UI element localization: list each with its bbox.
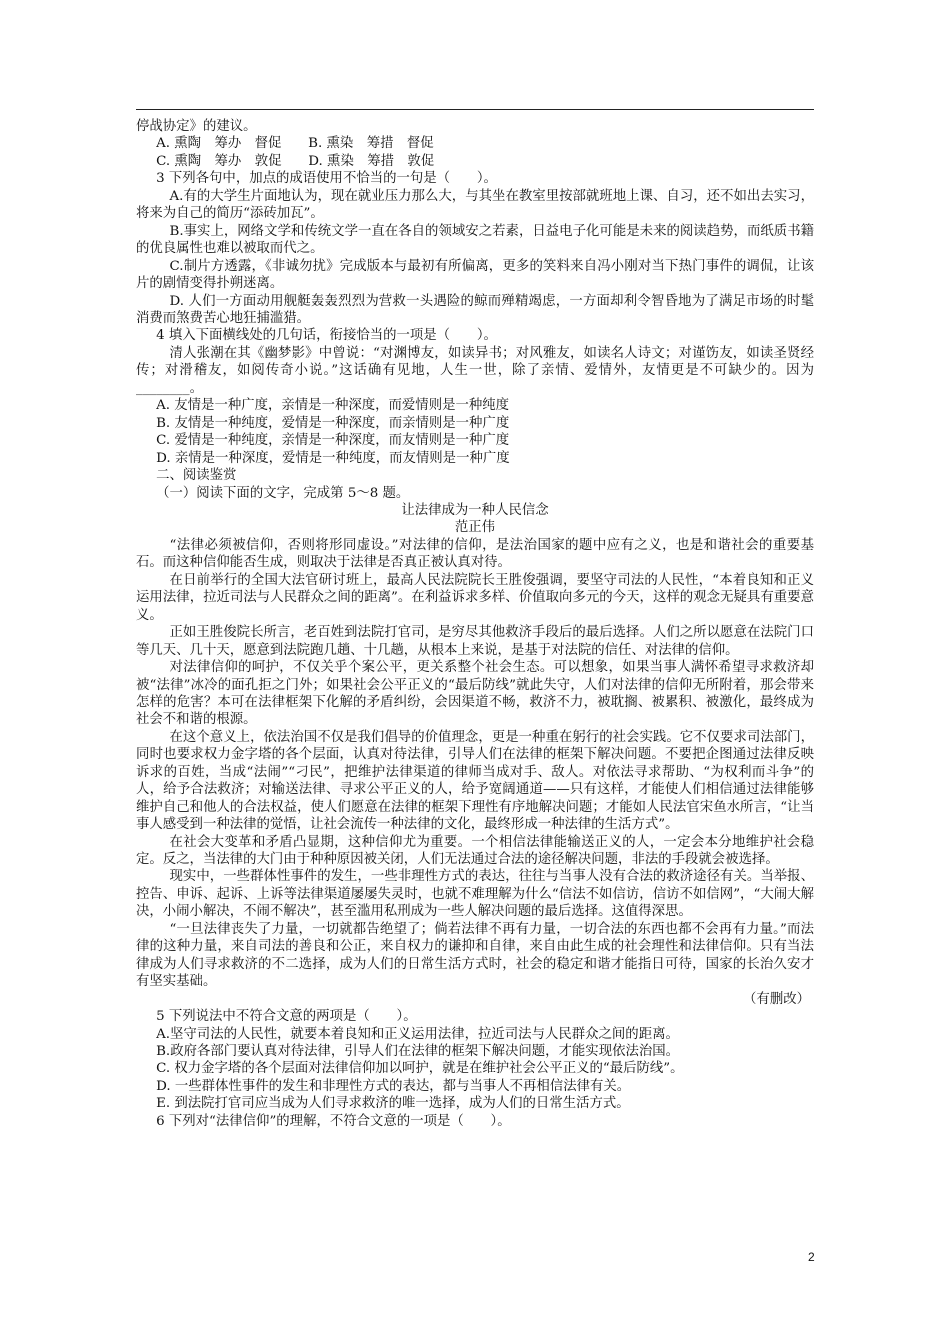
option-line: D. 亲情是一种深度，爱情是一种纯度，而友情则是一种广度: [156, 450, 510, 466]
question-4: 4 填入下面横线处的几句话，衔接恰当的一项是（ ）。: [156, 328, 497, 344]
article-paragraph: 现实中，一些群体性事件的发生，一些非理性方式的表达，往往与当事人没有合法的救济途径有关。当举报、控告、申诉、起诉、上诉等法律渠道屡屡失灵时，也就不难理解为什么“信法不如信访，信访不如信网”，“大闹大解决，小闹小解决，不闹不解决”，甚至滥用私刑成为一些人解决问题的最后选择。这值得深思。: [136, 869, 814, 920]
option-line: C. 爱情是一种纯度，亲情是一种深度，而友情则是一种广度: [156, 433, 510, 449]
option-line: C.制片方透露，《非诚勿扰》完成版本与最初有所偏离，更多的笑料来自冯小刚对当下热门事件的调侃，让该片的剧情变得扑朔迷离。: [136, 258, 814, 292]
question-6: 6 下列对“法律信仰”的理解，不符合文意的一项是（ ）。: [156, 1113, 511, 1129]
option-line: B.政府各部门要认真对待法律，引导人们在法律的框架下解决问题，才能实现依法治国。: [156, 1044, 680, 1060]
article-paragraph: 在这个意义上，依法治国不仅是我们倡导的价值理念，更是一种重在躬行的社会实践。它不仅要求司法部门，同时也要求权力金字塔的各个层面，认真对待法律，引导人们在法律的框架下解决问题。不要把企图通过法律反映诉求的百姓，当成“法闹”“刁民”，把维护法律渠道的律师当成对手、敌人。对依法寻求帮助、“为权利而斗争”的人，给予合法救济；对输送法律、寻求公平正义的人，给予宽阔通道——只有这样，才能使人们相信通过法律能够维护自己和他人的合法权益，使人们愿意在法律的框架下理性有序地解决问题；才能如人民法官宋鱼水所言，“让当事人感受到一种法律的觉悟，让社会流传一种法律的文化，最终形成一种法律的生活方式”。: [136, 729, 814, 833]
option-line: A. 友情是一种广度，亲情是一种深度，而爱情则是一种纯度: [156, 398, 510, 414]
option-line: A. 熏陶 筹办 督促 B. 熏染 筹措 督促: [156, 136, 434, 152]
option-line: D. 一些群体性事件的发生和非理性方式的表达，都与当事人不再相信法律有关。: [156, 1078, 631, 1094]
edit-note: （有删改）: [743, 991, 810, 1007]
option-line: D. 人们一方面动用舰艇轰轰烈烈为营救一头遇险的鲸而殚精竭虑，一方面却利令智昏地为了满足市场的时髦消费而煞费苦心地狂捕滥猎。: [136, 293, 814, 326]
document-body: [136, 118, 814, 1130]
option-line: A.坚守司法的人民性，就要本着良知和正义运用法律，拉近司法与人民群众之间的距离。: [156, 1026, 679, 1042]
article-author: 范正伟: [454, 520, 496, 536]
instruction-line: （一）阅读下面的文字，完成第 5～8 题。: [156, 485, 410, 501]
article-paragraph: 正如王胜俊院长所言，老百姓到法院打官司，是穷尽其他救济手段后的最后选择。人们之所以愿意在法院门口等几天、几十天，愿意到法院跑几趟、十几趟，从根本上来说，是基于对法院的信任、对法律的信仰。: [136, 625, 814, 658]
text-line: 停战协定》的建议。: [136, 119, 257, 134]
article-paragraph: 在社会大变革和矛盾凸显期，这种信仰尤为重要。一个相信法律能输送正义的人，一定会本分地维护社会稳定。反之，当法律的大门由于种种原因被关闭，人们无法通过合法的途径解决问题，非法的手段就会被选择。: [136, 834, 814, 868]
article-paragraph: “一旦法律丧失了力量，一切就都告绝望了；倘若法律不再有力量，一切合法的东西也都不会再有力量。”而法律的这种力量，来自司法的善良和公正，来自权力的谦抑和自律，来自由此生成的社会理性和法律信仰。只有当法律成为人们寻求救济的不二选择，成为人们的日常生活方式时，社会的稳定和谐才能指日可待，国家的长治久安才有坚实基础。: [136, 921, 814, 990]
header-rule: [136, 109, 814, 110]
option-line: B. 友情是一种纯度，爱情是一种深度，而亲情则是一种广度: [156, 415, 510, 431]
section-heading: 二、阅读鉴赏: [156, 468, 237, 484]
article-title: 让法律成为一种人民信念: [401, 502, 549, 518]
page-number: 2: [808, 1250, 815, 1264]
question-3: 3 下列各句中，加点的成语使用不恰当的一句是（ ）。: [156, 171, 497, 187]
passage-paragraph: 清人张潮在其《幽梦影》中曾说：“对渊博友，如读异书；对风雅友，如读名人诗文；对谨饬友，如读圣贤经传；对滑稽友，如阅传奇小说。”这话确有见地，人生一世，除了亲情、爱情外，友情更是不可缺少的。因为________。: [136, 345, 814, 396]
option-line: C. 权力金字塔的各个层面对法律信仰加以呵护，就是在维护社会公平正义的“最后防线”。: [156, 1061, 684, 1077]
option-line: A.有的大学生片面地认为，现在就业压力那么大，与其坐在教室里按部就班地上课、自习，还不如出去实习，将来为自己的简历“添砖加瓦”。: [136, 188, 814, 222]
question-5: 5 下列说法中不符合文意的两项是（ ）。: [156, 1009, 417, 1025]
article-paragraph: 对法律信仰的呵护，不仅关乎个案公平，更关系整个社会生态。可以想象，如果当事人满怀希望寻求救济却被“法律”冰冷的面孔拒之门外；如果社会公平正义的“最后防线”就此失守，人们对法律的信仰无所附着，那会带来怎样的危害？本可在法律框架下化解的矛盾纠纷，会因渠道不畅，救济不力，被耽搁、被累积、被激化，最终成为社会不和谐的根源。: [136, 660, 814, 728]
option-line: E. 到法院打官司应当成为人们寻求救济的唯一选择，成为人们的日常生活方式。: [156, 1096, 630, 1112]
article-paragraph: 在日前举行的全国大法官研讨班上，最高人民法院院长王胜俊强调，要坚守司法的人民性，“本着良知和正义运用法律，拉近司法与人民群众之间的距离”。在利益诉求多样、价值取向多元的今天，这样的观念无疑具有重要意义。: [136, 572, 814, 623]
article-paragraph: “法律必须被信仰，否则将形同虚设。”对法律的信仰，是法治国家的题中应有之义，也是和谐社会的重要基石。而这种信仰能否生成，则取决于法律是否真正被认真对待。: [136, 537, 814, 571]
option-line: C. 熏陶 筹办 敦促 D. 熏染 筹措 敦促: [156, 153, 435, 169]
option-line: B.事实上，网络文学和传统文学一直在各自的领域安之若素，日益电子化可能是未来的阅读趋势，而纸质书籍的优良属性也难以被取而代之。: [136, 223, 814, 257]
